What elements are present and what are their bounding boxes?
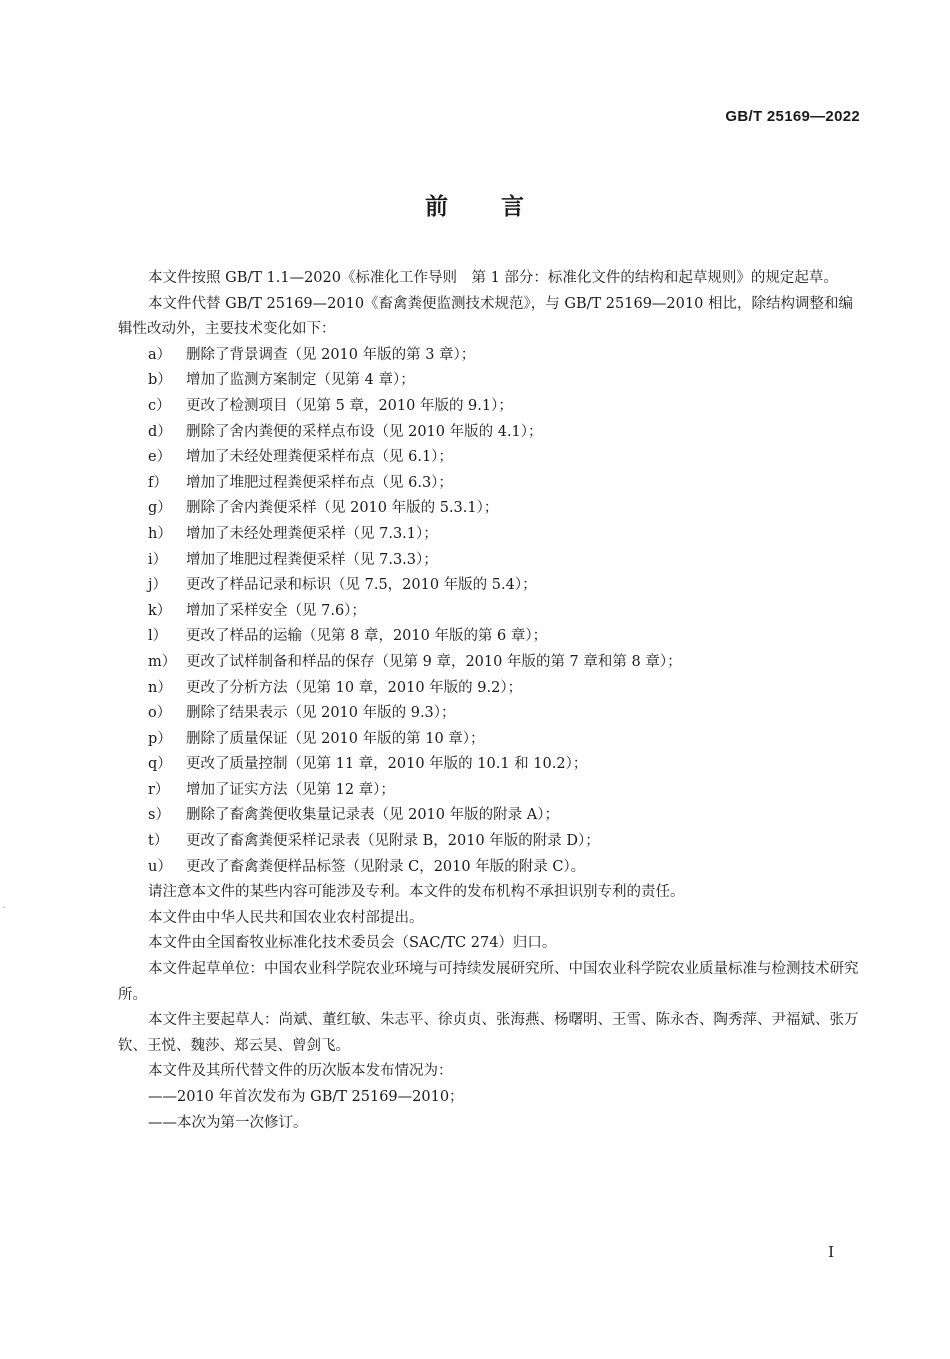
change-item-text: 删除了畜禽粪便收集量记录表（见 2010 年版的附录 A）； [186,807,559,824]
change-item [118,394,862,420]
change-item-text: 删除了舍内粪便的采样点布设（见 2010 年版的 4.1）； [186,423,543,440]
paragraph-patent: 请注意本文件的某些内容可能涉及专利。本文件的发布机构不承担识别专利的责任。 [148,884,685,901]
change-item-mark: f） [148,474,168,491]
change-item-text: 更改了检测项目（见第 5 章，2010 年版的 9.1）； [186,397,513,414]
change-item-mark: a） [148,346,172,363]
change-item-text: 更改了样品记录和标识（见 7.5，2010 年版的 5.4）； [186,577,537,594]
change-item-text: 更改了畜禽粪便样品标签（见附录 C，2010 年版的附录 C）。 [186,858,586,875]
change-item-mark: e） [148,449,172,466]
change-item [118,676,862,702]
page-title [0,188,950,221]
change-item-text: 更改了质量控制（见第 11 章，2010 年版的 10.1 和 10.2）； [186,756,588,773]
change-item-mark: c） [148,397,171,414]
change-item [118,343,862,369]
change-item-text: 增加了堆肥过程粪便采样布点（见 6.3）； [186,474,453,491]
paragraph-drafting-units: 本文件起草单位：中国农业科学院农业环境与可持续发展研究所、中国农业科学院农业质量标准与检测技术研究所。 [118,961,859,1003]
change-item-text: 增加了堆肥过程粪便采样（见 7.3.3）； [186,551,438,568]
change-item-mark: t） [148,833,169,850]
change-item-mark: i） [148,551,168,568]
change-item-mark: b） [148,372,172,389]
change-item [118,599,862,625]
paragraph-proposer: 本文件由中华人民共和国农业农村部提出。 [148,909,424,926]
change-item-text: 删除了背景调查（见 2010 年版的第 3 章）； [186,346,476,363]
change-item-text: 更改了样品的运输（见第 8 章，2010 年版的第 6 章）； [186,628,548,645]
change-item-text: 删除了舍内粪便采样（见 2010 年版的 5.3.1）； [186,500,499,517]
change-item [118,752,862,778]
history-item: ——2010 年首次发布为 GB/T 25169—2010； [148,1089,464,1105]
standard-code: GB/T 25169—2022 [725,108,860,125]
paragraph-replacement: 本文件代替 GB/T 25169—2010《畜禽粪便监测技术规范》，与 GB/T 25169—2010 相比，除结构调整和编辑性改动外，主要技术变化如下： [118,295,853,338]
change-item-mark: m） [148,653,177,670]
change-item-mark: o） [148,705,172,722]
change-item [118,829,862,855]
change-item [118,573,862,599]
change-item [118,445,862,471]
change-item-mark: j） [148,577,167,594]
change-item [118,778,862,804]
change-item-mark: u） [148,858,172,875]
change-item [118,368,862,394]
page-number: I [828,1243,834,1261]
change-item-text: 增加了未经处理粪便采样布点（见 6.1）； [186,449,453,466]
change-item-mark: k） [148,602,172,619]
changes-list [118,343,862,880]
change-item-text: 更改了畜禽粪便采样记录表（见附录 B，2010 年版的附录 D）； [186,833,600,850]
change-item-mark: h） [148,525,172,542]
change-item-mark: g） [148,500,172,517]
change-item [118,855,862,881]
change-item [118,471,862,497]
paragraph-drafters: 本文件主要起草人：尚斌、董红敏、朱志平、徐贞贞、张海燕、杨曙明、王雪、陈永杏、陶秀萍、尹福斌、张万钦、王悦、魏莎、郑云昊、曾剑飞。 [118,1012,859,1054]
title-part-2: 言 [501,194,525,220]
change-item [118,701,862,727]
change-item-text: 删除了质量保证（见 2010 年版的第 10 章）； [186,730,485,747]
change-item-mark: n） [148,679,172,696]
change-item [118,522,862,548]
change-item-mark: q） [148,756,172,773]
change-item-text: 增加了未经处理粪便采样（见 7.3.1）； [186,525,438,542]
change-item-text: 增加了监测方案制定（见第 4 章）； [186,372,415,389]
paragraph-drafting-rules: 本文件按照 GB/T 1.1—2020《标准化工作导则 第 1 部分：标准化文件的结构和起草规则》的规定起草。 [148,270,838,286]
change-item [118,650,862,676]
change-item-mark: l） [148,628,168,645]
change-item-mark: p） [148,730,172,747]
foreword-body [118,266,862,1136]
change-item-text: 增加了采样安全（见 7.6）； [186,602,366,619]
change-item-text: 增加了证实方法（见第 12 章）； [186,781,395,798]
change-item-text: 删除了结果表示（见 2010 年版的 9.3）； [186,705,456,722]
change-item-mark: r） [148,781,170,798]
change-item-mark: d） [148,423,172,440]
title-part-1: 前 [425,194,449,220]
paragraph-committee: 本文件由全国畜牧业标准化技术委员会（SAC/TC 274）归口。 [148,935,557,952]
paragraph-history-intro: 本文件及其所代替文件的历次版本发布情况为： [148,1063,453,1080]
change-item [118,624,862,650]
change-item [118,548,862,574]
change-item-text: 更改了试样制备和样品的保存（见第 9 章，2010 年版的第 7 章和第 8 章）； [186,653,682,670]
change-item-mark: s） [148,807,170,824]
margin-mark: - [2,902,6,913]
change-item [118,727,862,753]
change-item [118,803,862,829]
history-item: ——本次为第一次修订。 [148,1114,308,1131]
change-item [118,420,862,446]
change-item [118,496,862,522]
change-item-text: 更改了分析方法（见第 10 章，2010 年版的 9.2）； [186,679,523,696]
